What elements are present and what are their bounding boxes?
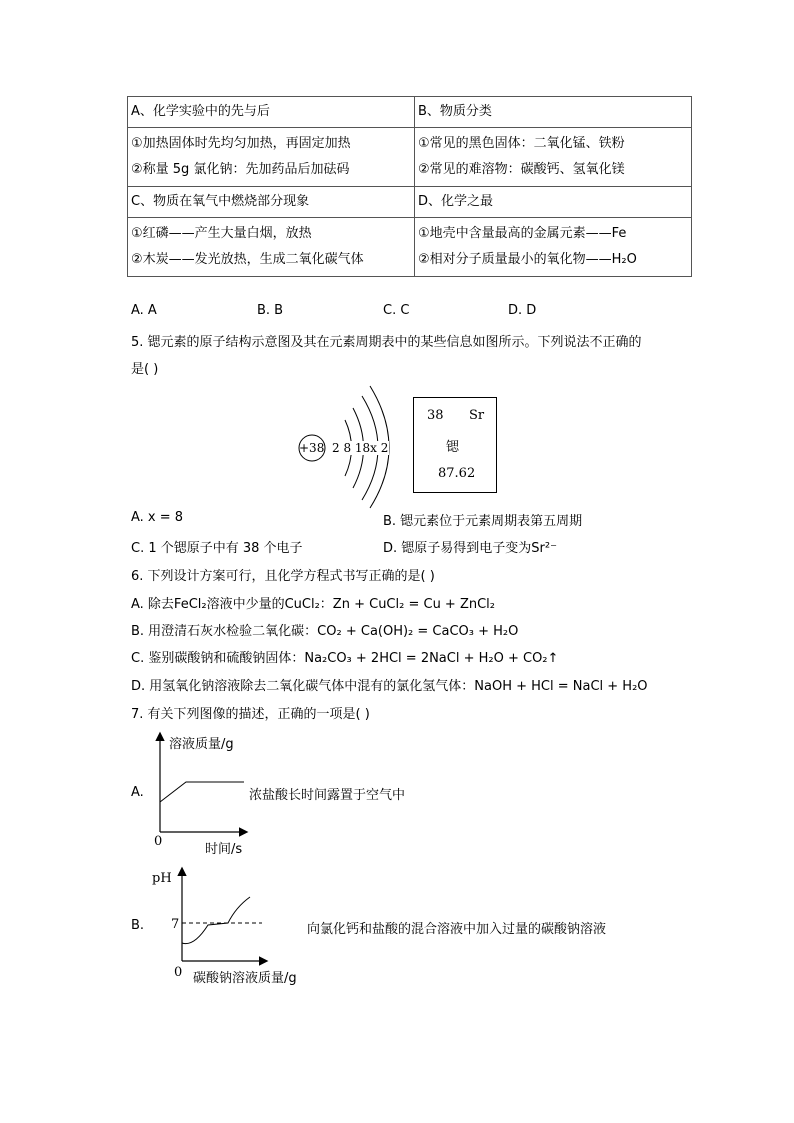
q5-option-c: C. 1 个锶原子中有 38 个电子 — [131, 541, 303, 556]
q7-stem: 7. 有关下列图像的描述，正确的一项是( ) — [131, 707, 370, 722]
table-cell — [415, 218, 692, 277]
cell-line: ②相对分子质量最小的氧化物——H₂O — [418, 252, 637, 267]
element-symbol: Sr — [469, 408, 485, 423]
graph-b-xlabel: 碳酸钠溶液质量/g — [193, 971, 297, 986]
q5-stem-line2: 是( ) — [131, 362, 159, 377]
q6-option-b: B. 用澄清石灰水检验二氧化碳：CO₂ + Ca(OH)₂ = CaCO₃ + H₂O — [131, 624, 519, 639]
table-cell: C、物质在氧气中燃烧部分现象 — [128, 187, 415, 218]
electron-counts: 2 8 18x 2 — [332, 441, 389, 455]
ph-curve — [182, 897, 250, 944]
graph-b-label: B. — [131, 918, 145, 933]
table-cell: A、化学实验中的先与后 — [128, 97, 415, 128]
q6-option-c: C. 鉴别碳酸钠和硫酸钠固体：Na₂CO₃ + 2HCl = 2NaCl + H₂O + CO₂↑ — [131, 651, 559, 666]
atomic-number: 38 — [427, 408, 444, 423]
solution-mass-curve — [160, 782, 244, 802]
graph-a-caption: 浓盐酸长时间露置于空气中 — [249, 788, 406, 803]
option-b: B. B — [257, 303, 284, 318]
cell-line: ①红磷——产生大量白烟，放热 — [131, 226, 312, 241]
cell-line: ②称量 5g 氯化钠：先加药品后加砝码 — [131, 162, 350, 177]
q6-option-d: D. 用氢氧化钠溶液除去二氧化碳气体中混有的氯化氢气体：NaOH + HCl = NaCl + H₂O — [131, 679, 648, 694]
nucleus-charge: +38 — [299, 441, 325, 455]
graph-a-origin: 0 — [154, 834, 163, 849]
cell-line: ①常见的黑色固体：二氧化锰、铁粉 — [418, 136, 625, 151]
q4-table — [127, 96, 692, 277]
atomic-mass: 87.62 — [438, 466, 476, 481]
cell-line: ①加热固体时先均匀加热，再固定加热 — [131, 136, 351, 151]
cell-line: ②木炭——发光放热，生成二氧化碳气体 — [131, 252, 364, 267]
graph-a-ylabel: 溶液质量/g — [169, 737, 234, 752]
graph-b-origin: 0 — [174, 965, 183, 980]
graph-b — [170, 865, 280, 970]
table-cell — [128, 218, 415, 277]
q6-stem: 6. 下列设计方案可行，且化学方程式书写正确的是( ) — [131, 569, 435, 584]
q5-stem-line1: 5. 锶元素的原子结构示意图及其在元素周期表中的某些信息如图所示。下列说法不正确的 — [131, 335, 642, 350]
table-cell — [128, 128, 415, 187]
q5-option-a: A. x = 8 — [131, 510, 184, 525]
graph-b-tick-7: 7 — [171, 917, 180, 932]
cell-line: ②常见的难溶物：碳酸钙、氢氧化镁 — [418, 162, 625, 177]
table-cell: D、化学之最 — [415, 187, 692, 218]
cell-line: ①地壳中含量最高的金属元素——Fe — [418, 226, 627, 241]
graph-b-ylabel: pH — [152, 871, 172, 886]
table-cell: B、物质分类 — [415, 97, 692, 128]
option-d: D. D — [508, 303, 537, 318]
q6-option-a: A. 除去FeCl₂溶液中少量的CuCl₂：Zn + CuCl₂ = Cu + ZnCl₂ — [131, 597, 496, 612]
graph-a-label: A. — [131, 785, 144, 800]
element-card — [413, 397, 497, 493]
option-c: C. C — [383, 303, 410, 318]
option-a: A. A — [131, 303, 157, 318]
q5-option-b: B. 锶元素位于元素周期表第五周期 — [383, 514, 583, 529]
graph-b-caption: 向氯化钙和盐酸的混合溶液中加入过量的碳酸钠溶液 — [307, 922, 607, 937]
graph-a-xlabel: 时间/s — [205, 842, 243, 857]
element-name: 锶 — [446, 440, 460, 455]
q5-option-d: D. 锶原子易得到电子变为Sr²⁻ — [383, 541, 557, 556]
table-cell — [415, 128, 692, 187]
